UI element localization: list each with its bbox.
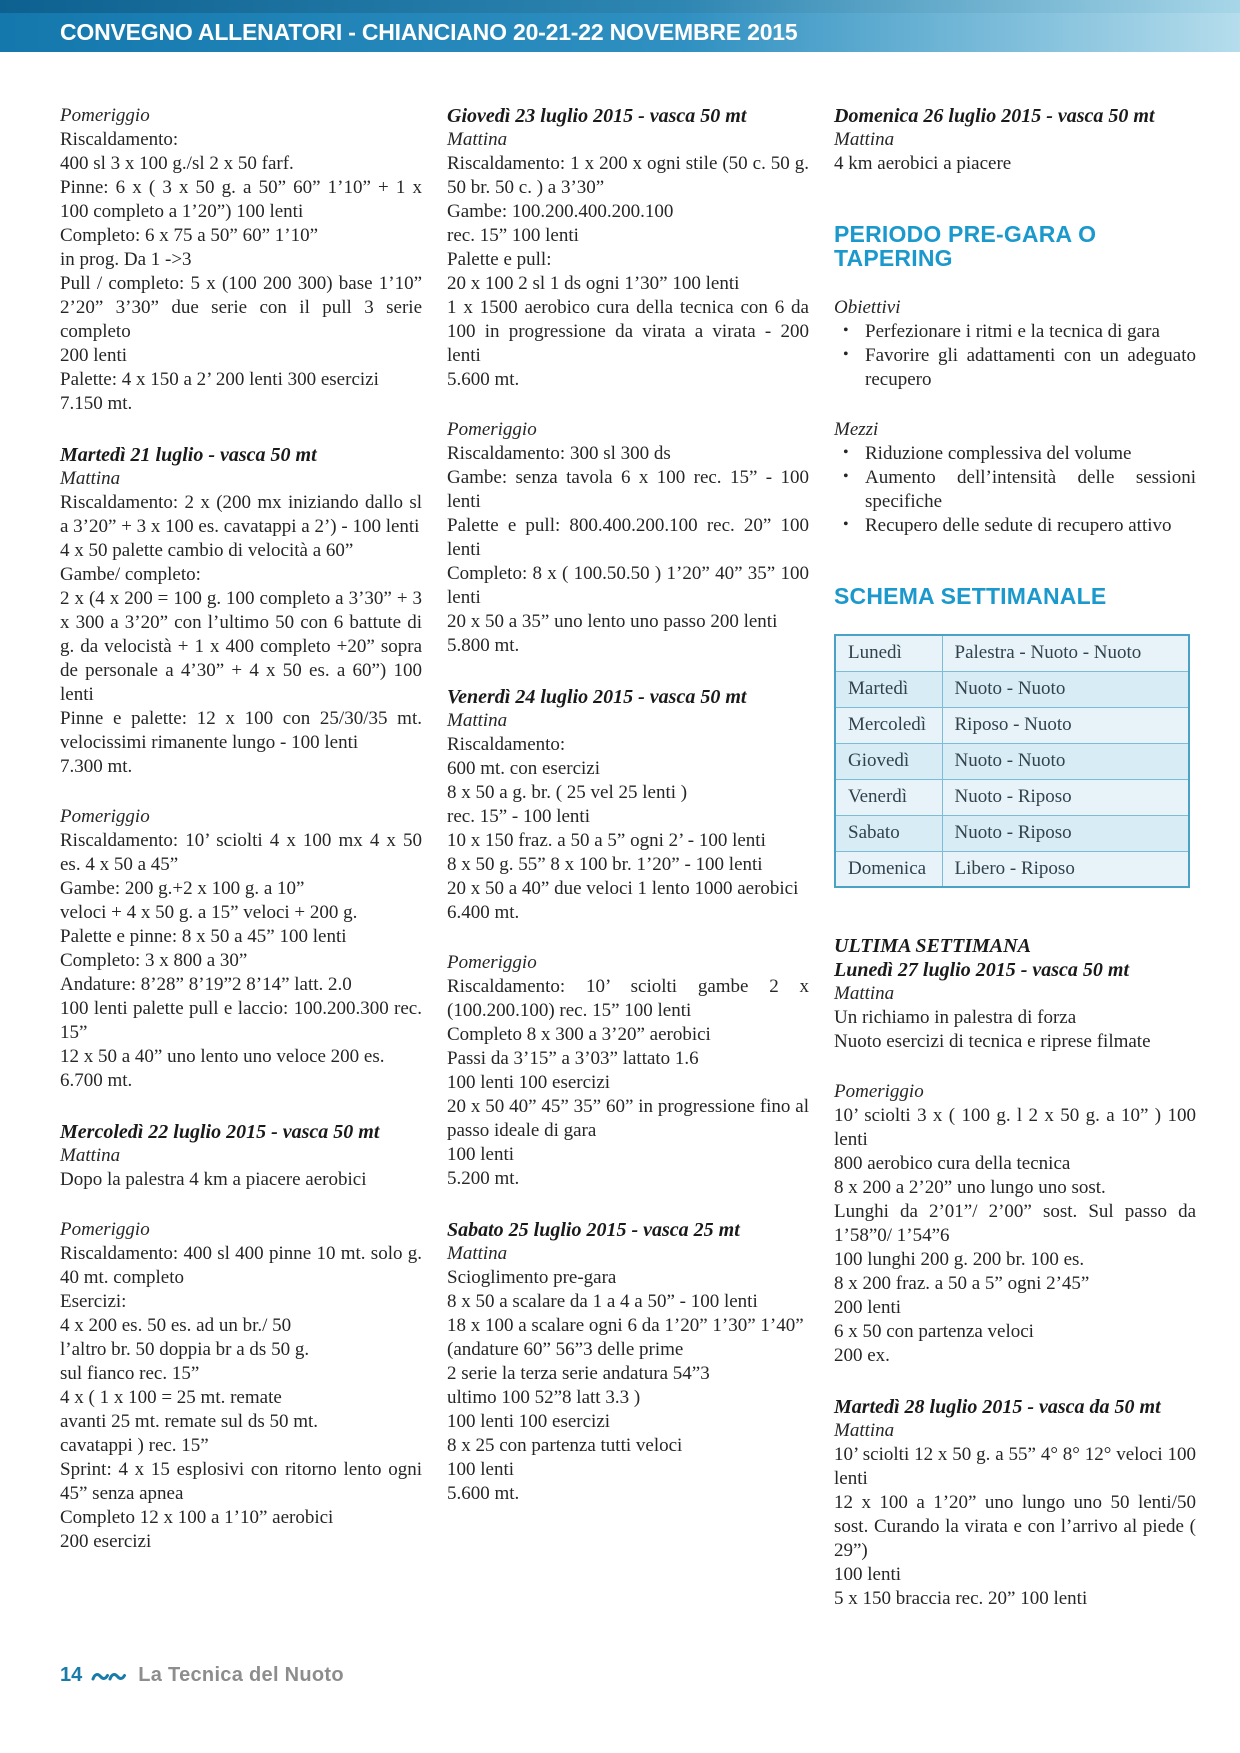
- text-line: Completo: 3 x 800 a 30”: [60, 950, 248, 971]
- paragraph: [834, 1104, 1196, 1368]
- text-line: sul fianco rec. 15”: [60, 1363, 200, 1384]
- session-label: Mattina: [834, 1420, 895, 1441]
- page-number: 14: [60, 1664, 83, 1686]
- text-line: 10’ sciolti 3 x ( 100 g. l 2 x 50 g. a 10” ) 100 lenti: [834, 1105, 1196, 1150]
- text-line: Un richiamo in palestra di forza: [834, 1007, 1077, 1028]
- text-line: 4 x 50 palette cambio di velocità a 60”: [60, 540, 354, 561]
- text-line: 5.600 mt.: [447, 1483, 520, 1504]
- text-line: 100 lenti: [447, 1459, 515, 1480]
- activity-cell: Nuoto - Nuoto: [942, 671, 1189, 707]
- text-line: 8 x 200 fraz. a 50 a 5” ogni 2’45”: [834, 1273, 1090, 1294]
- text-line: (andature 60” 56”3 delle prime: [447, 1339, 684, 1360]
- text-line: 5.200 mt.: [447, 1168, 520, 1189]
- text-line: 5.600 mt.: [447, 369, 520, 390]
- text-line: 10 x 150 fraz. a 50 a 5” ogni 2’ - 100 lenti: [447, 830, 766, 851]
- text-line: 20 x 50 a 35” uno lento uno passo 200 lenti: [447, 611, 778, 632]
- session-label: Pomeriggio: [447, 419, 537, 440]
- table-row: [835, 779, 1189, 815]
- session-label: Mattina: [447, 129, 508, 150]
- text-line: 200 esercizi: [60, 1531, 152, 1552]
- paragraph: [60, 1242, 422, 1554]
- session-label: Mattina: [60, 468, 121, 489]
- text-line: Riscaldamento: 300 sl 300 ds: [447, 443, 671, 464]
- paragraph: [447, 733, 809, 925]
- paragraph: [834, 1443, 1196, 1611]
- text-line: 12 x 50 a 40” uno lento uno veloce 200 es.: [60, 1046, 385, 1067]
- text-line: 7.300 mt.: [60, 756, 133, 777]
- session-label: Pomeriggio: [834, 1081, 924, 1102]
- text-line: Riscaldamento: 10’ sciolti 4 x 100 mx 4 x 50 es. 4 x 50 a 45”: [60, 830, 422, 875]
- text-line: Riscaldamento: 400 sl 400 pinne 10 mt. solo g. 40 mt. completo: [60, 1243, 422, 1288]
- text-line: Palette: 4 x 150 a 2’ 200 lenti 300 esercizi: [60, 369, 379, 390]
- table-row: [835, 671, 1189, 707]
- text-line: 7.150 mt.: [60, 393, 133, 414]
- column-1: [60, 104, 422, 1611]
- section-heading: SCHEMA SETTIMANALE: [834, 583, 1107, 609]
- text-line: 6.400 mt.: [447, 902, 520, 923]
- column-3: [834, 104, 1196, 1611]
- text-line: 20 x 50 a 40” due veloci 1 lento 1000 aerobici: [447, 878, 799, 899]
- text-line: Completo: 8 x ( 100.50.50 ) 1’20” 40” 35” 100 lenti: [447, 563, 809, 608]
- text-line: 12 x 100 a 1’20” uno lungo uno 50 lenti/50 sost. Curando la virata e con l’arrivo al piede ( 29”): [834, 1492, 1196, 1561]
- activity-cell: Palestra - Nuoto - Nuoto: [942, 635, 1189, 671]
- paragraph: [834, 1006, 1196, 1054]
- text-line: Riscaldamento: 2 x (200 mx iniziando dallo sl a 3’20” + 3 x 100 es. cavatappi a 2’) - 100 lenti: [60, 492, 422, 537]
- paragraph: [447, 975, 809, 1191]
- text-line: Dopo la palestra 4 km a piacere aerobici: [60, 1169, 367, 1190]
- text-line: 1 x 1500 aerobico cura della tecnica con 6 da 100 in progressione da virata a virata - 200 lenti: [447, 297, 809, 366]
- paragraph: [60, 829, 422, 1093]
- paragraph: [60, 128, 422, 416]
- weekly-schedule: [834, 634, 1196, 888]
- activity-cell: Riposo - Nuoto: [942, 707, 1189, 743]
- text-line: 600 mt. con esercizi: [447, 758, 601, 779]
- session-label: Mezzi: [834, 419, 879, 440]
- text-line: 8 x 50 g. 55” 8 x 100 br. 1’20” - 100 lenti: [447, 854, 763, 875]
- text-line: 8 x 25 con partenza tutti veloci: [447, 1435, 683, 1456]
- text-line: veloci + 4 x 50 g. a 15” veloci + 200 g.: [60, 902, 358, 923]
- text-line: Gambe: 200 g.+2 x 100 g. a 10”: [60, 878, 305, 899]
- day-cell: Mercoledì: [835, 707, 942, 743]
- text-line: 200 lenti: [60, 345, 128, 366]
- session-label: Mattina: [60, 1145, 121, 1166]
- text-line: 8 x 50 a g. br. ( 25 vel 25 lenti ): [447, 782, 688, 803]
- session-label: Pomeriggio: [60, 1219, 150, 1240]
- table-row: [835, 635, 1189, 671]
- table-row: [835, 707, 1189, 743]
- table-row: [835, 743, 1189, 779]
- session-label: Pomeriggio: [60, 105, 150, 126]
- day-heading: Mercoledì 22 luglio 2015 - vasca 50 mt: [60, 1121, 380, 1143]
- text-line: Sprint: 4 x 15 esplosivi con ritorno lento ogni 45” senza apnea: [60, 1459, 422, 1504]
- bullet-list: [834, 320, 1196, 392]
- text-line: ultimo 100 52”8 latt 3.3 ): [447, 1387, 641, 1408]
- text-line: 18 x 100 a scalare ogni 6 da 1’20” 1’30” 1’40”: [447, 1315, 804, 1336]
- text-line: avanti 25 mt. remate sul ds 50 mt.: [60, 1411, 319, 1432]
- session-label: Mattina: [834, 983, 895, 1004]
- text-line: 100 lunghi 200 g. 200 br. 100 es.: [834, 1249, 1085, 1270]
- text-line: Riscaldamento:: [60, 129, 179, 150]
- text-line: 100 lenti: [834, 1564, 902, 1585]
- paragraph: [834, 152, 1196, 176]
- day-cell: Domenica: [835, 851, 942, 887]
- text-line: Pull / completo: 5 x (100 200 300) base 1’10” 2’20” 3’30” due serie con il pull 3 serie completo: [60, 273, 422, 342]
- activity-cell: Nuoto - Riposo: [942, 779, 1189, 815]
- day-heading: Venerdì 24 luglio 2015 - vasca 50 mt: [447, 686, 747, 708]
- page-footer: [60, 1664, 344, 1687]
- text-line: 4 x 200 es. 50 es. ad un br./ 50: [60, 1315, 292, 1336]
- text-line: Riscaldamento:: [447, 734, 566, 755]
- text-line: Palette e pull: 800.400.200.100 rec. 20” 100 lenti: [447, 515, 809, 560]
- day-cell: Sabato: [835, 815, 942, 851]
- bullet-item: • Riduzione complessiva del volume: [834, 442, 1196, 466]
- text-line: rec. 15” - 100 lenti: [447, 806, 590, 827]
- text-line: Passi da 3’15” a 3’03” lattato 1.6: [447, 1048, 699, 1069]
- text-line: Riscaldamento: 10’ sciolti gambe 2 x (100.200.100) rec. 15” 100 lenti: [447, 976, 809, 1021]
- text-line: in prog. Da 1 ->3: [60, 249, 192, 270]
- day-heading: Martedì 28 luglio 2015 - vasca da 50 mt: [834, 1396, 1161, 1418]
- text-line: Scioglimento pre-gara: [447, 1267, 617, 1288]
- section-heading: PERIODO PRE-GARA O TAPERING: [834, 221, 1097, 271]
- text-line: cavatappi ) rec. 15”: [60, 1435, 209, 1456]
- header-accent-bar: [0, 0, 1240, 13]
- text-line: 100 lenti 100 esercizi: [447, 1411, 611, 1432]
- session-label: Pomeriggio: [447, 952, 537, 973]
- header-main-bar: [0, 13, 1240, 52]
- activity-cell: Libero - Riposo: [942, 851, 1189, 887]
- bullet-item: • Favorire gli adattamenti con un adeguato recupero: [834, 344, 1196, 392]
- activity-cell: Nuoto - Riposo: [942, 815, 1189, 851]
- day-heading: Sabato 25 luglio 2015 - vasca 25 mt: [447, 1219, 740, 1241]
- text-line: Gambe: 100.200.400.200.100: [447, 201, 674, 222]
- text-line: Completo 8 x 300 a 3’20” aerobici: [447, 1024, 711, 1045]
- day-heading: ULTIMA SETTIMANA: [834, 935, 1031, 957]
- text-line: 800 aerobico cura della tecnica: [834, 1153, 1071, 1174]
- text-line: 2 serie la terza serie andatura 54”3: [447, 1363, 710, 1384]
- text-line: Pinne: 6 x ( 3 x 50 g. a 50” 60” 1’10” + 1 x 100 completo a 1’20”) 100 lenti: [60, 177, 422, 222]
- text-line: Gambe: senza tavola 6 x 100 rec. 15” - 100 lenti: [447, 467, 809, 512]
- bullet-item: • Recupero delle sedute di recupero attivo: [834, 514, 1196, 538]
- text-line: Esercizi:: [60, 1291, 127, 1312]
- text-line: 100 lenti 100 esercizi: [447, 1072, 611, 1093]
- text-line: 200 ex.: [834, 1345, 890, 1366]
- session-label: Mattina: [834, 129, 895, 150]
- day-heading: Domenica 26 luglio 2015 - vasca 50 mt: [834, 105, 1155, 127]
- text-line: 10’ sciolti 12 x 50 g. a 55” 4° 8° 12° veloci 100 lenti: [834, 1444, 1196, 1489]
- text-line: Riscaldamento: 1 x 200 x ogni stile (50 c. 50 g. 50 br. 50 c. ) a 3’30”: [447, 153, 809, 198]
- text-line: 100 lenti palette pull e laccio: 100.200.300 rec. 15”: [60, 998, 422, 1043]
- text-line: Pinne e palette: 12 x 100 con 25/30/35 mt. velocissimi rimanente lungo - 100 lenti: [60, 708, 422, 753]
- bullet-item: • Aumento dell’intensità delle sessioni specifiche: [834, 466, 1196, 514]
- day-cell: Giovedì: [835, 743, 942, 779]
- text-line: rec. 15” 100 lenti: [447, 225, 579, 246]
- text-line: 4 km aerobici a piacere: [834, 153, 1012, 174]
- day-heading: Martedì 21 luglio - vasca 50 mt: [60, 444, 317, 466]
- text-line: Palette e pinne: 8 x 50 a 45” 100 lenti: [60, 926, 347, 947]
- text-line: 20 x 50 40” 45” 35” 60” in progressione fino al passo ideale di gara: [447, 1096, 809, 1141]
- paragraph: [447, 1266, 809, 1506]
- paragraph: [447, 442, 809, 658]
- table-row: [835, 851, 1189, 887]
- text-line: 4 x ( 1 x 100 = 25 mt. remate: [60, 1387, 282, 1408]
- text-line: Completo: 6 x 75 a 50” 60” 1’10”: [60, 225, 319, 246]
- text-line: 200 lenti: [834, 1297, 902, 1318]
- paragraph: [60, 491, 422, 779]
- text-line: Palette e pull:: [447, 249, 552, 270]
- text-line: 2 x (4 x 200 = 100 g. 100 completo a 3’30” + 3 x 300 a 3’20” con l’ultimo 50 con 6 battute di g. da velocistà + 1 x 400 completo +20” sopra de personale a 4’30” + 4 x 50 es. a 60”) 100 lenti: [60, 588, 422, 705]
- day-heading: Giovedì 23 luglio 2015 - vasca 50 mt: [447, 105, 747, 127]
- text-line: 6 x 50 con partenza veloci: [834, 1321, 1034, 1342]
- day-cell: Lunedì: [835, 635, 942, 671]
- text-line: Completo 12 x 100 a 1’10” aerobici: [60, 1507, 334, 1528]
- session-label: Mattina: [447, 710, 508, 731]
- text-line: 8 x 200 a 2’20” uno lungo uno sost.: [834, 1177, 1106, 1198]
- text-line: 8 x 50 a scalare da 1 a 4 a 50” - 100 lenti: [447, 1291, 758, 1312]
- page-title: CONVEGNO ALLENATORI - CHIANCIANO 20-21-22 NOVEMBRE 2015: [60, 19, 798, 45]
- bullet-list: [834, 442, 1196, 538]
- wave-icon: [91, 1668, 129, 1684]
- text-line: Lunghi da 2’01”/ 2’00” sost. Sul passo da 1’58”0/ 1’54”6: [834, 1201, 1196, 1246]
- session-label: Pomeriggio: [60, 806, 150, 827]
- text-line: 400 sl 3 x 100 g./sl 2 x 50 farf.: [60, 153, 294, 174]
- text-line: 5.800 mt.: [447, 635, 520, 656]
- day-heading: Lunedì 27 luglio 2015 - vasca 50 mt: [834, 959, 1129, 981]
- paragraph: [447, 152, 809, 392]
- column-2: [447, 104, 809, 1611]
- text-line: 100 lenti: [447, 1144, 515, 1165]
- text-line: 20 x 100 2 sl 1 ds ogni 1’30” 100 lenti: [447, 273, 740, 294]
- session-label: Mattina: [447, 1243, 508, 1264]
- text-line: 5 x 150 braccia rec. 20” 100 lenti: [834, 1588, 1088, 1609]
- text-line: 6.700 mt.: [60, 1070, 133, 1091]
- text-line: Andature: 8’28” 8’19”2 8’14” latt. 2.0: [60, 974, 352, 995]
- content-columns: [60, 104, 1196, 1611]
- page-header: [0, 0, 1240, 52]
- table-row: [835, 815, 1189, 851]
- activity-cell: Nuoto - Nuoto: [942, 743, 1189, 779]
- paragraph: [60, 1168, 422, 1192]
- session-label: Obiettivi: [834, 297, 901, 318]
- text-line: Gambe/ completo:: [60, 564, 201, 585]
- text-line: l’altro br. 50 doppia br a ds 50 g.: [60, 1339, 310, 1360]
- weekly-schedule-table: [834, 634, 1190, 888]
- day-cell: Martedì: [835, 671, 942, 707]
- magazine-name: La Tecnica del Nuoto: [138, 1664, 344, 1686]
- text-line: Nuoto esercizi di tecnica e riprese filmate: [834, 1031, 1151, 1052]
- bullet-item: • Perfezionare i ritmi e la tecnica di gara: [834, 320, 1196, 344]
- day-cell: Venerdì: [835, 779, 942, 815]
